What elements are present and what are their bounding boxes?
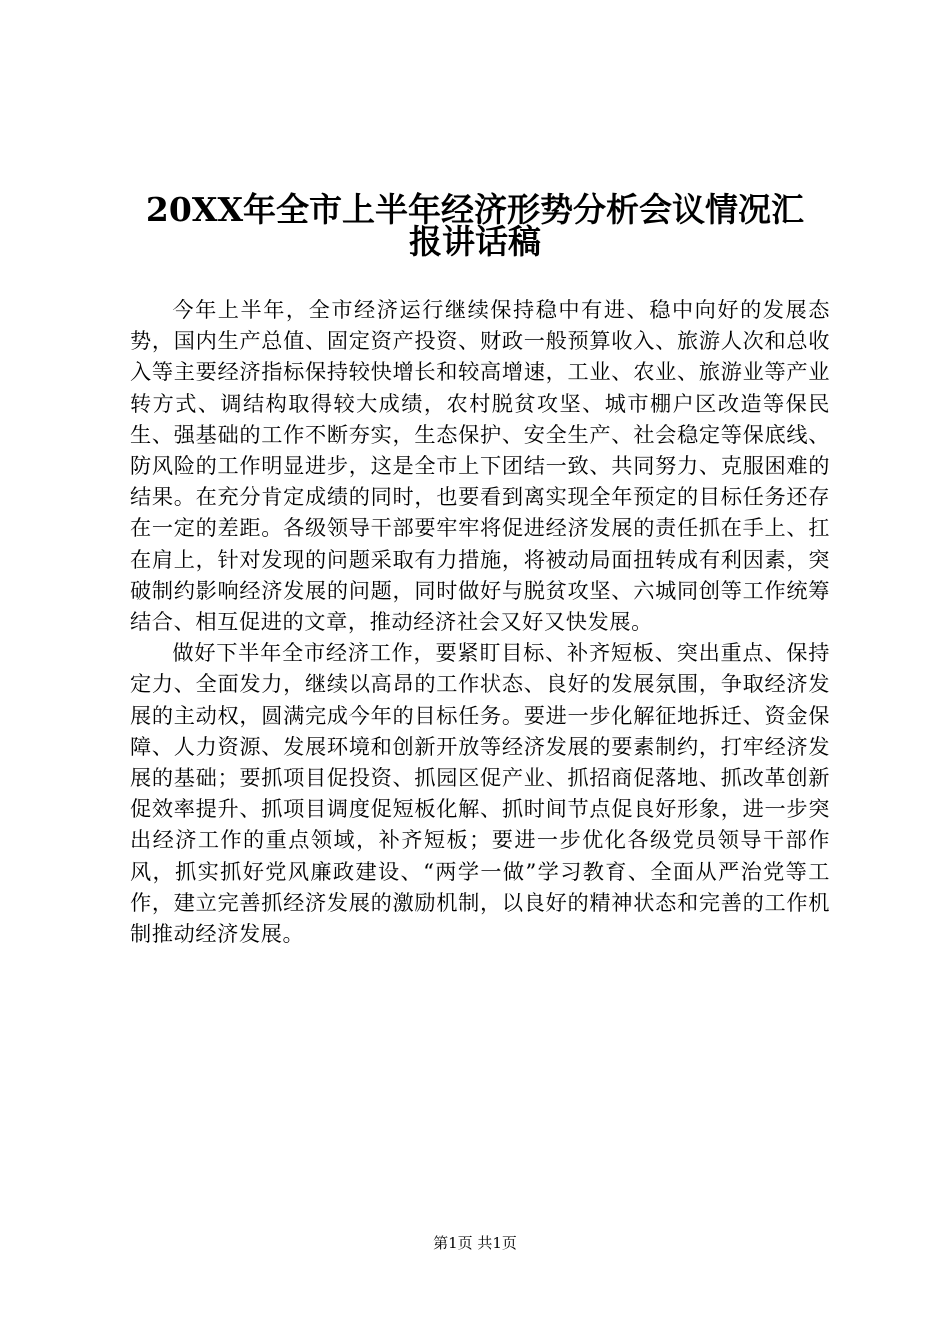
body-paragraph-2: 做好下半年全市经济工作，要紧盯目标、补齐短板、突出重点、保持定力、全面发力，继续以高昂的工作状态、良好的发展氛围，争取经济发展的主动权，圆满完成今年的目标任务。要进一步化解征地拆迁、资金保障、人力资源、发展环境和创新开放等经济发展的要素制约，打牢经济发展的基础；要抓项目促投资、抓园区促产业、抓招商促落地、抓改革创新促效率提升、抓项目调度促短板化解、抓时间节点促良好形象，进一步突出经济工作的重点领域，补齐短板；要进一步优化各级党员领导干部作风，抓实抓好党风廉政建设、“两学一做”学习教育、全面从严治党等工作，建立完善抓经济发展的激励机制，以良好的精神状态和完善的工作机制推动经济发展。 <box>130 640 830 947</box>
page-number-footer: 第1页 共1页 <box>433 1234 517 1252</box>
document-title-line-2: 报讲话稿 <box>409 222 541 261</box>
body-paragraph-1: 今年上半年，全市经济运行继续保持稳中有进、稳中向好的发展态势，国内生产总值、固定资产投资、财政一般预算收入、旅游人次和总收入等主要经济指标保持较快增长和较高增速，工业、农业、旅游业等产业转方式、调结构取得较大成绩，农村脱贫攻坚、城市棚户区改造等保民生、强基础的工作不断夯实，生态保护、安全生产、社会稳定等保底线、防风险的工作明显进步，这是全市上下团结一致、共同努力、克服困难的结果。在充分肯定成绩的同时，也要看到离实现全年预定的目标任务还存在一定的差距。各级领导干部要牢牢将促进经济发展的责任抓在手上、扛在肩上，针对发现的问题采取有力措施，将被动局面扭转成有利因素，突破制约影响经济发展的问题，同时做好与脱贫攻坚、六城同创等工作统筹结合、相互促进的文章，推动经济社会又好又快发展。 <box>130 297 830 635</box>
document-title-line-1: 20XX年全市上半年经济形势分析会议情况汇 <box>145 190 805 229</box>
document-body <box>130 294 830 949</box>
